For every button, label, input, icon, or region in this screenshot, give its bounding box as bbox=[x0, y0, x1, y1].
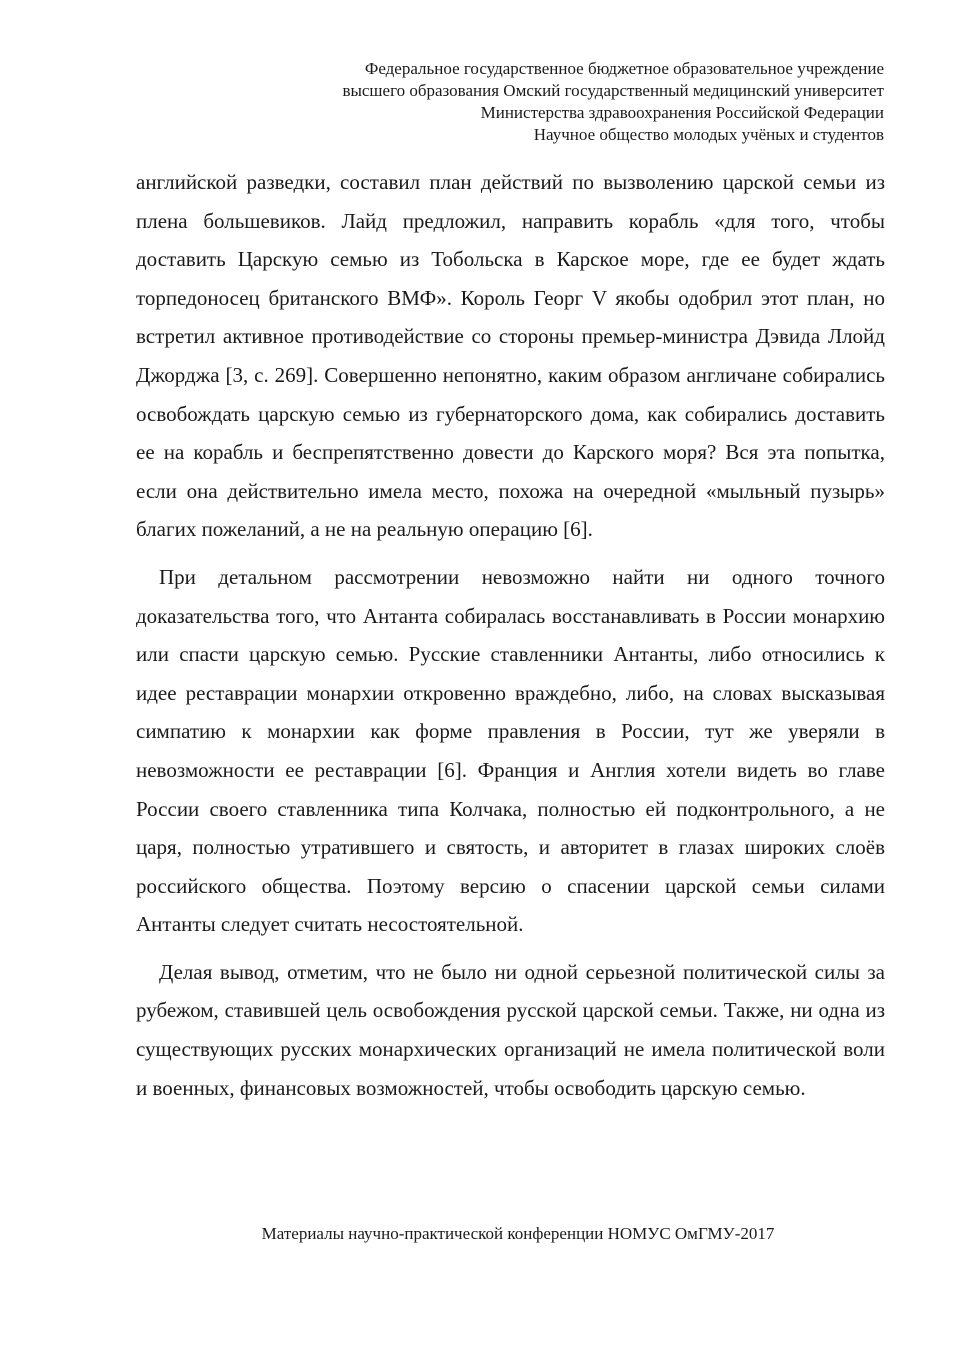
header-line-ministry: Министерства здравоохранения Российской Федерации bbox=[480, 103, 884, 122]
header-line-university: высшего образования Омский государственный медицинский университет bbox=[342, 81, 884, 100]
header-line-society: Научное общество молодых учёных и студентов bbox=[533, 125, 884, 144]
paragraph-entente-analysis: При детальном рассмотрении невозможно найти ни одного точного доказательства того, что Антанта собиралась восстанавливать в России монархию или спасти царскую семью. Русские ставленники Антанты, либо относились к идее реставрации монархии откровенно враждебно, либо, на словах высказывая симпатию к монархии как форме правления в России, тут же уверяли в невозможности ее реставрации [6]. Франция и Англия хотели видеть во главе России своего ставленника типа Колчака, полностью ей подконтрольного, а не царя, полностью утратившего и святость, и авторитет в глазах широких слоёв российского общества. Поэтому версию о спасении царской семьи силами Антанты следует считать несостоятельной. bbox=[136, 564, 885, 937]
paragraph-continuation: английской разведки, составил план действий по вызволению царской семьи из плена большевиков. Лайд предложил, направить корабль «для того, чтобы доставить Царскую семью из Тобольска в Карское море, где ее будет ждать торпедоносец британского ВМФ». Король Георг V якобы одобрил этот план, но встретил активное противодействие со стороны премьер-министра Дэвида Ллойд Джорджа [3, с. 269]. Совершенно непонятно, каким образом англичане собирались освобождать царскую семью из губернаторского дома, как собирались доставить ее на корабль и беспрепятственно довести до Карского моря? Вся эта попытка, если она действительно имела место, похожа на очередной «мыльный пузырь» благих пожеланий, а не на реальную операцию [6]. bbox=[136, 170, 885, 542]
header-line-federal-institution: Федеральное государственное бюджетное образовательное учреждение bbox=[364, 59, 884, 78]
article-body bbox=[136, 163, 885, 1107]
conference-footer: Материалы научно-практической конференции НОМУС ОмГМУ-2017 bbox=[261, 1224, 775, 1243]
paragraph-conclusion: Делая вывод, отметим, что не было ни одной серьезной политической силы за рубежом, ставившей цель освобождения русской царской семьи. Также, ни одна из существующих русских монархических организаций не имела политической воли и военных, финансовых возможностей, чтобы освободить царскую семью. bbox=[136, 959, 885, 1100]
institution-header bbox=[144, 58, 884, 146]
